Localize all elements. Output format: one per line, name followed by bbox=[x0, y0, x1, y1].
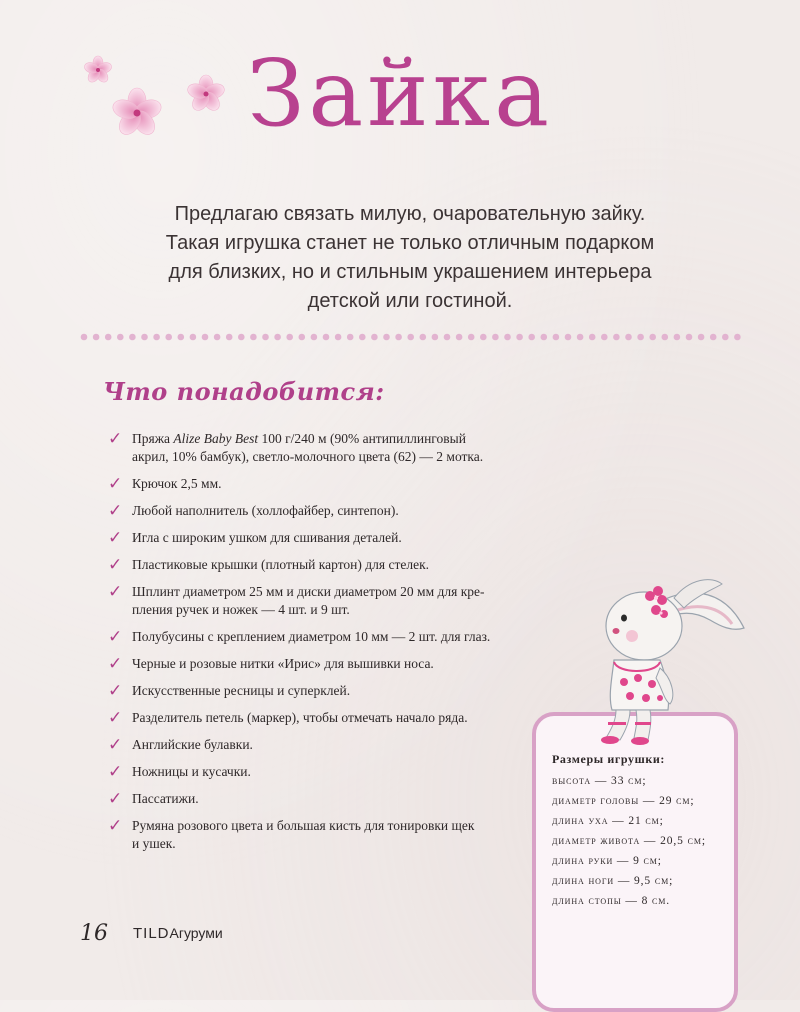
list-item: ✓ Игла с широким ушком для сшивания деталей. bbox=[108, 528, 402, 548]
divider-dot bbox=[698, 334, 705, 341]
divider-dot bbox=[589, 334, 596, 341]
list-item: ✓ Полубусины с креплением диаметром 10 мм — 2 шт. для глаз. bbox=[108, 627, 491, 647]
checkmark-icon: ✓ bbox=[108, 681, 123, 701]
divider-dot bbox=[311, 334, 318, 341]
divider-dot bbox=[722, 334, 729, 341]
divider-dot bbox=[492, 334, 499, 341]
divider-dot bbox=[456, 334, 463, 341]
dotted-divider bbox=[80, 333, 750, 341]
materials-list bbox=[108, 430, 528, 862]
checkmark-icon: ✓ bbox=[108, 582, 123, 602]
checkmark-icon: ✓ bbox=[108, 627, 123, 647]
size-item: длина уха — 21 см; bbox=[552, 815, 664, 827]
sizes-card bbox=[532, 712, 738, 1012]
divider-dot bbox=[117, 334, 124, 341]
divider-dot bbox=[613, 334, 620, 341]
checkmark-icon: ✓ bbox=[108, 501, 123, 521]
list-item: ✓ Румяна розового цвета и большая кисть для тонировки щек и ушек. bbox=[108, 816, 475, 851]
divider-dot bbox=[178, 334, 185, 341]
divider-dot bbox=[81, 334, 88, 341]
divider-dot bbox=[468, 334, 475, 341]
divider-dot bbox=[674, 334, 681, 341]
yarn-brand: Alize Baby Best bbox=[173, 431, 259, 446]
page-title: Зайка bbox=[247, 40, 553, 147]
checkmark-icon: ✓ bbox=[108, 555, 123, 575]
intro-line: Предлагаю связать милую, очаровательную зайку. bbox=[174, 203, 646, 225]
checkmark-icon: ✓ bbox=[108, 429, 123, 449]
divider-dot bbox=[214, 334, 221, 341]
list-item: ✓ Пластиковые крышки (плотный картон) для стелек. bbox=[108, 555, 430, 575]
checkmark-icon: ✓ bbox=[108, 528, 123, 548]
divider-dot bbox=[565, 334, 572, 341]
size-item: диаметр головы — 29 см; bbox=[552, 795, 695, 807]
divider-dot bbox=[286, 334, 293, 341]
list-item: ✓ Пряжа Alize Baby Best 100 г/240 м (90% антипиллинговый акрил, 10% бамбук), светло-молочного цвета (62) — 2 мотка. bbox=[108, 429, 484, 464]
divider-dot bbox=[734, 334, 741, 341]
intro-line: для близких, но и стильным украшением интерьера bbox=[168, 261, 652, 283]
divider-dot bbox=[395, 334, 402, 341]
list-item: ✓ Пассатижи. bbox=[108, 789, 199, 809]
divider-dot bbox=[153, 334, 160, 341]
divider-dot bbox=[528, 334, 535, 341]
divider-dot bbox=[553, 334, 560, 341]
size-item: длина ноги — 9,5 см; bbox=[552, 875, 674, 887]
divider-dot bbox=[105, 334, 112, 341]
checkmark-icon: ✓ bbox=[108, 789, 123, 809]
divider-dot bbox=[250, 334, 257, 341]
divider-dot bbox=[238, 334, 245, 341]
list-item: ✓ Черные и розовые нитки «Ирис» для вышивки носа. bbox=[108, 654, 434, 674]
divider-dot bbox=[625, 334, 632, 341]
divider-dot bbox=[601, 334, 608, 341]
divider-dot bbox=[93, 334, 100, 341]
list-item: ✓ Любой наполнитель (холлофайбер, синтепон). bbox=[108, 501, 399, 521]
divider-dot bbox=[202, 334, 209, 341]
bunny-illustration bbox=[572, 578, 752, 748]
divider-dot bbox=[299, 334, 306, 341]
divider-dot bbox=[274, 334, 281, 341]
size-item: длина стопы — 8 см. bbox=[552, 895, 671, 907]
list-item: ✓ Крючок 2,5 мм. bbox=[108, 474, 222, 494]
checkmark-icon: ✓ bbox=[108, 708, 123, 728]
list-item: ✓ Английские булавки. bbox=[108, 735, 253, 755]
intro-text bbox=[130, 200, 690, 316]
divider-dot bbox=[141, 334, 148, 341]
divider-dot bbox=[649, 334, 656, 341]
materials-heading: Что понадобится: bbox=[103, 377, 385, 406]
divider-dot bbox=[335, 334, 342, 341]
size-item: диаметр живота — 20,5 см; bbox=[552, 835, 706, 847]
divider-dot bbox=[165, 334, 172, 341]
divider-dot bbox=[637, 334, 644, 341]
divider-dot bbox=[190, 334, 197, 341]
divider-dot bbox=[686, 334, 693, 341]
divider-dot bbox=[323, 334, 330, 341]
divider-dot bbox=[359, 334, 366, 341]
divider-dot bbox=[262, 334, 269, 341]
publisher-mark: TILDАгуруми bbox=[133, 925, 223, 942]
divider-dot bbox=[504, 334, 511, 341]
checkmark-icon: ✓ bbox=[108, 654, 123, 674]
divider-dot bbox=[480, 334, 487, 341]
sizes-heading: Размеры игрушки: bbox=[552, 752, 665, 766]
checkmark-icon: ✓ bbox=[108, 762, 123, 782]
divider-dot bbox=[710, 334, 717, 341]
divider-dot bbox=[407, 334, 414, 341]
checkmark-icon: ✓ bbox=[108, 474, 123, 494]
divider-dot bbox=[371, 334, 378, 341]
divider-dot bbox=[432, 334, 439, 341]
checkmark-icon: ✓ bbox=[108, 816, 123, 836]
checkmark-icon: ✓ bbox=[108, 735, 123, 755]
list-item: ✓ Искусственные ресницы и суперклей. bbox=[108, 681, 351, 701]
divider-dot bbox=[129, 334, 136, 341]
size-item: высота — 33 см; bbox=[552, 775, 647, 787]
page-number: 16 bbox=[80, 921, 108, 946]
divider-dot bbox=[541, 334, 548, 341]
divider-dot bbox=[420, 334, 427, 341]
list-item: ✓ Шплинт диаметром 25 мм и диски диаметром 20 мм для кре- пления ручек и ножек — 4 шт. и 9 шт. bbox=[108, 582, 485, 617]
divider-dot bbox=[516, 334, 523, 341]
divider-dot bbox=[347, 334, 354, 341]
divider-dot bbox=[662, 334, 669, 341]
intro-line: детской или гостиной. bbox=[307, 290, 513, 312]
divider-dot bbox=[577, 334, 584, 341]
divider-dot bbox=[226, 334, 233, 341]
intro-line: Такая игрушка станет не только отличным подарком bbox=[165, 232, 655, 254]
size-item: длина руки — 9 см; bbox=[552, 855, 662, 867]
divider-dot bbox=[383, 334, 390, 341]
divider-dot bbox=[444, 334, 451, 341]
list-item: ✓ Разделитель петель (маркер), чтобы отмечать начало ряда. bbox=[108, 708, 468, 728]
list-item: ✓ Ножницы и кусачки. bbox=[108, 762, 251, 782]
